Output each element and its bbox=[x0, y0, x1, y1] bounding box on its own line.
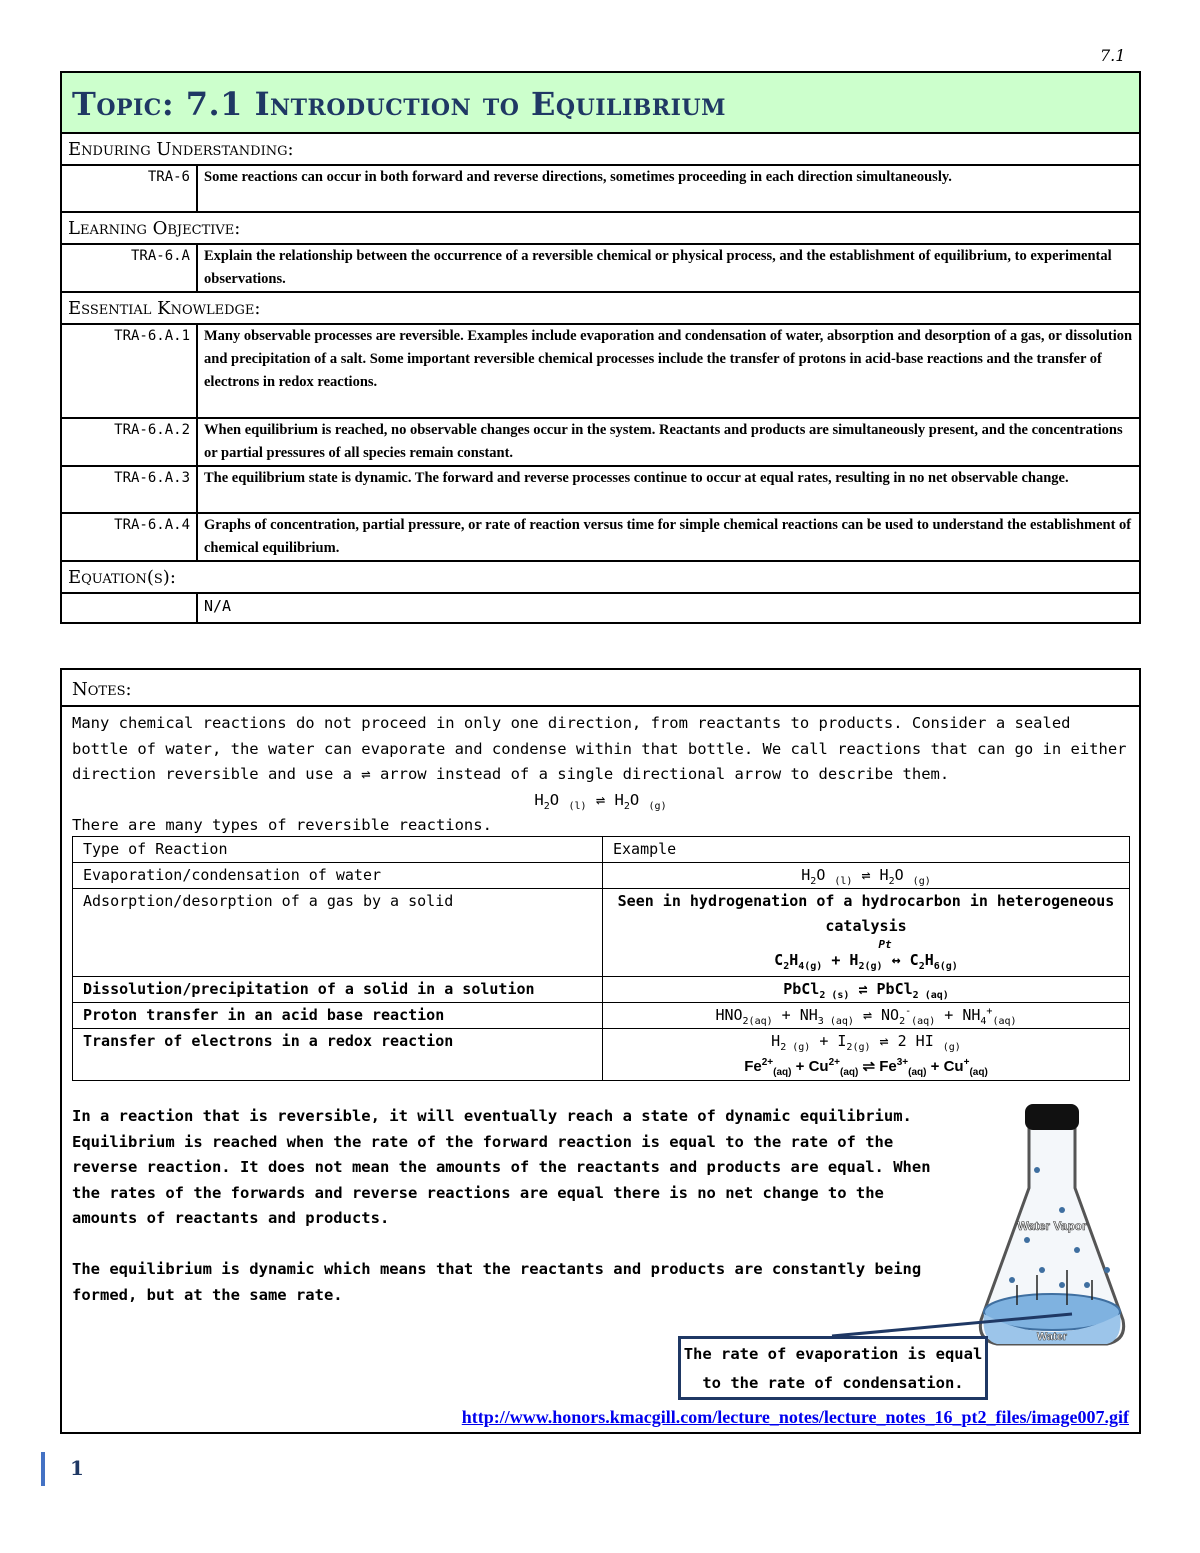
header-example: Example bbox=[603, 837, 1130, 863]
page-label: 7.1 bbox=[1100, 46, 1126, 65]
notes-box bbox=[60, 668, 1141, 1434]
knowledge-code: TRA-6.A.4 bbox=[61, 513, 197, 561]
stopper-icon bbox=[1025, 1104, 1079, 1130]
enduring-label: Enduring Understanding: bbox=[68, 139, 294, 160]
knowledge-text: The equilibrium state is dynamic. The forward and reverse processes continue to occur at equal rates, resulting in no net observable change. bbox=[197, 466, 1140, 513]
reaction-example: PbCl$_{2 (s)}$ ⇌ PbCl$_{2 (aq)}$ bbox=[603, 977, 1130, 1003]
objective-text: Explain the relationship between the occurrence of a reversible chemical or physical process, and the establishment of equilibrium, to experimental observations. bbox=[197, 244, 1140, 292]
reaction-type: Adsorption/desorption of a gas by a solid bbox=[73, 889, 603, 977]
footer-bar bbox=[41, 1452, 45, 1486]
reaction-example: $HNO_{2(aq)} + NH_{3 (aq)}$ ⇌ $NO_2^-_{(aq)} + NH_4^+_{(aq)}$ bbox=[603, 1003, 1130, 1029]
equations-value: N/A bbox=[197, 593, 1140, 623]
knowledge-text: Graphs of concentration, partial pressure, or rate of reaction versus time for simple chemical reactions can be used to understand the establishment of chemical equilibrium. bbox=[197, 513, 1140, 561]
reaction-type: Transfer of electrons in a redox reaction bbox=[73, 1029, 603, 1081]
title-cell bbox=[61, 72, 1140, 133]
source-link[interactable]: http://www.honors.kmacgill.com/lecture_notes/lecture_notes_16_pt2_files/image007.gif bbox=[461, 1407, 1129, 1427]
catalyst-label: Pt bbox=[878, 938, 892, 951]
header-type: Type of Reaction bbox=[73, 837, 603, 863]
knowledge-code: TRA-6.A.1 bbox=[61, 324, 197, 418]
dynamic-paragraph: The equilibrium is dynamic which means that the reactants and products are constantly being formed, but at the same rate. bbox=[72, 1260, 922, 1304]
page-number: 1 bbox=[70, 1456, 84, 1480]
objective-code: TRA-6.A bbox=[61, 244, 197, 292]
notes-body bbox=[62, 707, 1139, 843]
equilibrium-paragraph: In a reaction that is reversible, it will eventually reach a state of dynamic equilibrium. Equilibrium is reached when the rate of the forward reaction is equal to the rate of the reverse reaction. It does not mean the amounts of the reactants and products are equal. When the rates of the forwards and reverse reactions are equal there is no net change to the amounts of reactants and products. bbox=[72, 1107, 931, 1227]
water-label: Water bbox=[1036, 1331, 1068, 1343]
notes-label: Notes: bbox=[72, 679, 132, 700]
equations-label: Equation(s): bbox=[68, 567, 176, 588]
water-equation: $H_2O$ $_{(l)}$ ⇌ $H_2O$ $_{(g)}$ bbox=[534, 790, 667, 812]
reaction-types-table bbox=[72, 836, 1130, 1081]
knowledge-code: TRA-6.A.2 bbox=[61, 418, 197, 466]
reaction-type: Proton transfer in an acid base reaction bbox=[73, 1003, 603, 1029]
objective-label: Learning Objective: bbox=[68, 218, 241, 239]
topic-table bbox=[60, 71, 1141, 624]
notes-intro: Many chemical reactions do not proceed in only one direction, from reactants to products. Consider a sealed bottle of water, the water can evaporate and condense within that bottle. We call reactions that can go in either direction reversible and use a ⇌ arrow instead of a single directional arrow to describe them. bbox=[72, 714, 1127, 783]
equations-code bbox=[61, 593, 197, 623]
page-title: Topic: 7.1 Introduction to Equilibrium bbox=[72, 85, 727, 123]
knowledge-text: Many observable processes are reversible. Examples include evaporation and condensation of water, absorption and desorption of a gas, or dissolution and precipitation of a salt. Some important reversible chemical processes include the transfer of protons in acid-base reactions and the transfer of electrons in redox reactions. bbox=[197, 324, 1140, 418]
knowledge-code: TRA-6.A.3 bbox=[61, 466, 197, 513]
vapor-label: Water Vapor bbox=[1017, 1219, 1087, 1233]
reaction-example: $H_2O$ $_{(l)}$ ⇌ $H_2O$ $_{(g)}$ bbox=[603, 863, 1130, 889]
knowledge-text: When equilibrium is reached, no observable changes occur in the system. Reactants and products are simultaneously present, and the concentrations or partial pressures of all species remain constant. bbox=[197, 418, 1140, 466]
reaction-example: $H_{2 (g)} + I_{2(g)}$ ⇌ 2 HI $_{(g)}$ $Fe^{2+}_{(aq)} + Cu^{2+}_{(aq)}$ ⇌ $Fe^{3+}_{(aq)} + Cu^+_{(aq)}$ bbox=[603, 1029, 1130, 1081]
example-text: Seen in hydrogenation of a hydrocarbon in heterogeneous catalysis bbox=[617, 892, 1115, 935]
reaction-type: Evaporation/condensation of water bbox=[73, 863, 603, 889]
types-intro: There are many types of reversible reactions. bbox=[72, 816, 492, 834]
reaction-example: Seen in hydrogenation of a hydrocarbon in heterogeneous catalysis Pt $C_2H_{4(g)} + H_{2(g)}$ ↔ $C_2H_{6(g)}$ bbox=[603, 889, 1130, 977]
knowledge-label: Essential Knowledge: bbox=[68, 298, 261, 319]
callout-box: The rate of evaporation is equal to the rate of condensation. bbox=[678, 1336, 988, 1400]
enduring-text: Some reactions can occur in both forward and reverse directions, sometimes proceeding in each direction simultaneously. bbox=[197, 165, 1140, 212]
reaction-type: Dissolution/precipitation of a solid in a solution bbox=[73, 977, 603, 1003]
enduring-code: TRA-6 bbox=[61, 165, 197, 212]
